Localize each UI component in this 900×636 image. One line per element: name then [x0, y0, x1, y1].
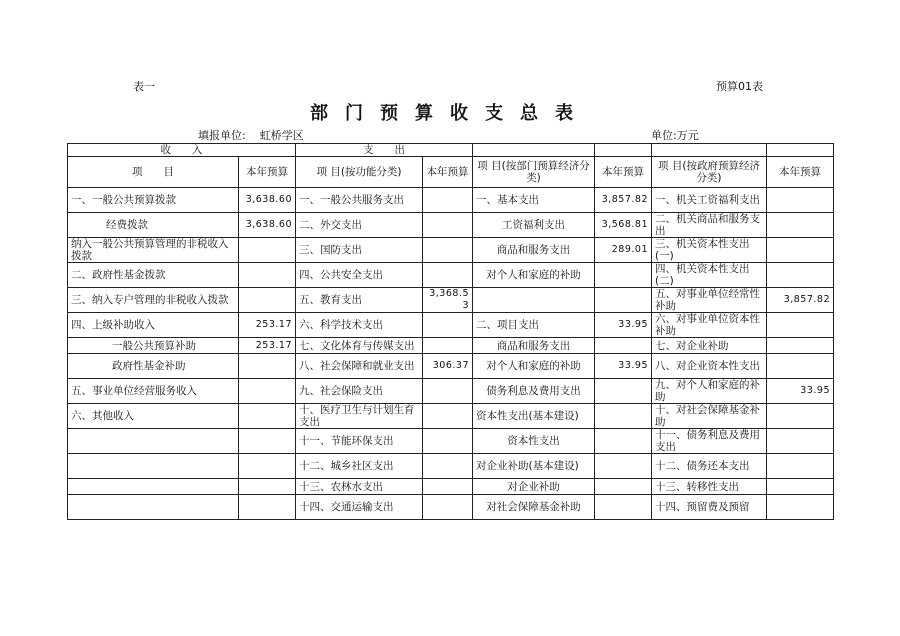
table-row: [68, 213, 834, 238]
function-item-cell: 六、科学技术支出: [296, 313, 423, 338]
income-budget-cell: [239, 429, 296, 454]
department-item-cell: 商品和服务支出: [473, 338, 595, 354]
department-item-header: 项 目(按部门预算经济分类): [473, 157, 595, 188]
department-budget-cell: [595, 379, 652, 404]
function-item-cell: 二、外交支出: [296, 213, 423, 238]
income-item-header: 项 目: [68, 157, 239, 188]
table-row: [68, 454, 834, 479]
department-budget-cell: [595, 404, 652, 429]
function-item-header: 项 目(按功能分类): [296, 157, 423, 188]
table-row: [68, 338, 834, 354]
department-item-cell: 资本性支出: [473, 429, 595, 454]
department-item-cell: 资本性支出(基本建设): [473, 404, 595, 429]
table-row: [68, 379, 834, 404]
function-budget-cell: [423, 338, 473, 354]
government-budget-cell: [767, 338, 834, 354]
income-budget-cell: [239, 263, 296, 288]
income-budget-header: 本年预算: [239, 157, 296, 188]
government-budget-cell: 33.95: [767, 379, 834, 404]
department-budget-cell: 3,568.81: [595, 213, 652, 238]
government-budget-cell: [767, 404, 834, 429]
function-item-cell: 八、社会保障和就业支出: [296, 354, 423, 379]
income-item-cell: 经费拨款: [68, 213, 239, 238]
blank-header-cell: [767, 144, 834, 157]
function-budget-cell: 3,368.53: [423, 288, 473, 313]
income-budget-cell: 253.17: [239, 338, 296, 354]
government-item-cell: 十、对社会保障基金补助: [652, 404, 767, 429]
blank-header-cell: [473, 144, 595, 157]
function-budget-cell: [423, 379, 473, 404]
government-item-cell: 八、对企业资本性支出: [652, 354, 767, 379]
income-budget-cell: [239, 404, 296, 429]
function-item-cell: 九、社会保险支出: [296, 379, 423, 404]
income-item-cell: 四、上级补助收入: [68, 313, 239, 338]
table-row: [68, 288, 834, 313]
function-item-cell: 三、国防支出: [296, 238, 423, 263]
income-budget-cell: [239, 479, 296, 495]
form-code-label: 预算01表: [716, 80, 763, 93]
department-item-cell: 债务利息及费用支出: [473, 379, 595, 404]
government-item-cell: 四、机关资本性支出(二): [652, 263, 767, 288]
function-budget-header: 本年预算: [423, 157, 473, 188]
government-item-cell: 十四、预留费及预留: [652, 495, 767, 520]
function-item-cell: 十四、交通运输支出: [296, 495, 423, 520]
government-item-cell: 十三、转移性支出: [652, 479, 767, 495]
function-budget-cell: [423, 479, 473, 495]
government-item-cell: 六、对事业单位资本性补助: [652, 313, 767, 338]
government-budget-cell: [767, 313, 834, 338]
income-item-cell: 纳入一般公共预算管理的非税收入拨款: [68, 238, 239, 263]
table-number-label: 表一: [133, 80, 155, 93]
table-row: [68, 263, 834, 288]
table-row: [68, 188, 834, 213]
income-item-cell: 政府性基金补助: [68, 354, 239, 379]
reporting-unit: [198, 127, 304, 143]
government-item-cell: 五、对事业单位经常性补助: [652, 288, 767, 313]
department-budget-cell: [595, 454, 652, 479]
function-budget-cell: [423, 429, 473, 454]
government-budget-header: 本年预算: [767, 157, 834, 188]
table-row: [68, 404, 834, 429]
blank-header-cell: [652, 144, 767, 157]
department-budget-cell: 3,857.82: [595, 188, 652, 213]
table-row: [68, 313, 834, 338]
income-item-cell: 一般公共预算补助: [68, 338, 239, 354]
function-item-cell: 十二、城乡社区支出: [296, 454, 423, 479]
income-item-cell: 一、一般公共预算拨款: [68, 188, 239, 213]
income-budget-cell: [239, 495, 296, 520]
function-budget-cell: [423, 213, 473, 238]
government-item-cell: 九、对个人和家庭的补助: [652, 379, 767, 404]
function-budget-cell: [423, 238, 473, 263]
function-budget-cell: [423, 454, 473, 479]
government-item-cell: 十一、债务利息及费用支出: [652, 429, 767, 454]
department-budget-cell: [595, 479, 652, 495]
reporting-unit-label: 填报单位:: [198, 129, 246, 142]
government-budget-cell: [767, 238, 834, 263]
income-budget-cell: [239, 454, 296, 479]
government-budget-cell: 3,857.82: [767, 288, 834, 313]
money-unit-label: 单位:万元: [651, 129, 699, 142]
income-budget-cell: [239, 238, 296, 263]
function-budget-cell: 306.37: [423, 354, 473, 379]
income-item-cell: 二、政府性基金拨款: [68, 263, 239, 288]
income-item-cell: [68, 454, 239, 479]
government-budget-cell: [767, 354, 834, 379]
group-header-row: [68, 144, 834, 157]
government-item-cell: 七、对企业补助: [652, 338, 767, 354]
department-item-cell: 工资福利支出: [473, 213, 595, 238]
income-item-cell: 五、事业单位经营服务收入: [68, 379, 239, 404]
government-budget-cell: [767, 188, 834, 213]
income-item-cell: [68, 495, 239, 520]
income-budget-cell: [239, 354, 296, 379]
table-row: [68, 238, 834, 263]
income-budget-cell: 253.17: [239, 313, 296, 338]
department-item-cell: 二、项目支出: [473, 313, 595, 338]
table-row: [68, 495, 834, 520]
income-budget-cell: [239, 379, 296, 404]
income-budget-cell: 3,638.60: [239, 213, 296, 238]
income-item-cell: 三、纳入专户管理的非税收入拨款: [68, 288, 239, 313]
expense-group-header: 支 出: [296, 144, 473, 157]
department-budget-cell: 33.95: [595, 354, 652, 379]
government-budget-cell: [767, 213, 834, 238]
department-budget-cell: [595, 288, 652, 313]
function-budget-cell: [423, 404, 473, 429]
function-item-cell: 十、医疗卫生与计划生育支出: [296, 404, 423, 429]
blank-header-cell: [595, 144, 652, 157]
department-item-cell: 对个人和家庭的补助: [473, 263, 595, 288]
function-budget-cell: [423, 495, 473, 520]
government-item-cell: 十二、债务还本支出: [652, 454, 767, 479]
table-row: [68, 354, 834, 379]
government-budget-cell: [767, 495, 834, 520]
department-item-cell: [473, 288, 595, 313]
reporting-unit-name: 虹桥学区: [259, 129, 304, 142]
government-item-header: 项 目(按政府预算经济分类): [652, 157, 767, 188]
table-row: [68, 479, 834, 495]
function-item-cell: 七、文化体育与传媒支出: [296, 338, 423, 354]
department-budget-header: 本年预算: [595, 157, 652, 188]
government-budget-cell: [767, 454, 834, 479]
income-item-cell: [68, 479, 239, 495]
page-title: 部门预算收支总表: [310, 103, 590, 124]
department-item-cell: 对企业补助(基本建设): [473, 454, 595, 479]
department-item-cell: 对社会保障基金补助: [473, 495, 595, 520]
department-budget-cell: 289.01: [595, 238, 652, 263]
government-item-cell: 一、机关工资福利支出: [652, 188, 767, 213]
department-item-cell: 对企业补助: [473, 479, 595, 495]
department-item-cell: 商品和服务支出: [473, 238, 595, 263]
department-budget-cell: [595, 338, 652, 354]
function-budget-cell: [423, 188, 473, 213]
government-item-cell: 三、机关资本性支出(一): [652, 238, 767, 263]
function-budget-cell: [423, 263, 473, 288]
function-item-cell: 十一、节能环保支出: [296, 429, 423, 454]
government-budget-cell: [767, 263, 834, 288]
table-row: [68, 429, 834, 454]
function-item-cell: 四、公共安全支出: [296, 263, 423, 288]
department-item-cell: 对个人和家庭的补助: [473, 354, 595, 379]
income-budget-cell: [239, 288, 296, 313]
government-budget-cell: [767, 429, 834, 454]
function-item-cell: 一、一般公共服务支出: [296, 188, 423, 213]
department-budget-cell: [595, 263, 652, 288]
budget-summary-table: [67, 143, 834, 520]
department-budget-cell: [595, 495, 652, 520]
department-budget-cell: [595, 429, 652, 454]
department-budget-cell: 33.95: [595, 313, 652, 338]
department-item-cell: 一、基本支出: [473, 188, 595, 213]
function-budget-cell: [423, 313, 473, 338]
function-item-cell: 五、教育支出: [296, 288, 423, 313]
income-group-header: 收 入: [68, 144, 296, 157]
income-item-cell: 六、其他收入: [68, 404, 239, 429]
column-header-row: [68, 157, 834, 188]
income-budget-cell: 3,638.60: [239, 188, 296, 213]
function-item-cell: 十三、农林水支出: [296, 479, 423, 495]
government-budget-cell: [767, 479, 834, 495]
government-item-cell: 二、机关商品和服务支出: [652, 213, 767, 238]
income-item-cell: [68, 429, 239, 454]
